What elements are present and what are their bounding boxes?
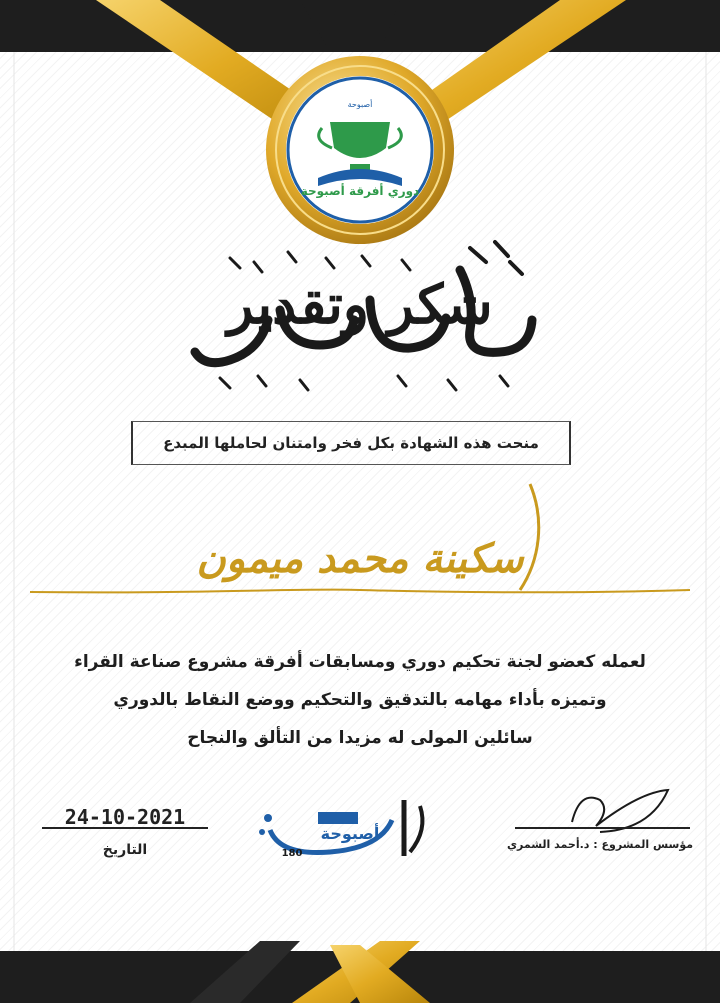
body-line: لعمله كعضو لجنة تحكيم دوري ومسابقات أفرقة مشروع صناعة القراء [74, 652, 646, 672]
date-label: التاريخ [102, 842, 148, 858]
founder-label: مؤسس المشروع : د.أحمد الشمري [506, 838, 694, 851]
body-line: وتميزه بأداء مهامه بالتدقيق والتحكيم ووضع النقاط بالدوري [113, 690, 607, 710]
certificate-subtitle: منحت هذه الشهادة بكل فخر وامتنان لحاملها المبدع [163, 434, 539, 452]
signature-mark [572, 790, 668, 832]
certificate-body [40, 643, 680, 757]
body-line: سائلين المولى له مزيدا من التألق والنجاح [187, 728, 533, 748]
seal-badge [266, 56, 454, 244]
seal-caption: دوري أفرقة أصبوحة [300, 184, 420, 198]
certificate-title: شكر وتقدير [227, 272, 493, 336]
brand-logo-number: 180 [281, 848, 303, 859]
date-value: 24-10-2021 [64, 805, 186, 829]
subtitle-frame [131, 421, 571, 465]
recipient-name: سكينة محمد ميمون [196, 535, 524, 582]
name-underline [30, 590, 690, 593]
seal-small-label: أصبوحة [347, 100, 373, 109]
brand-logo-text: أصبوحة [320, 824, 380, 843]
